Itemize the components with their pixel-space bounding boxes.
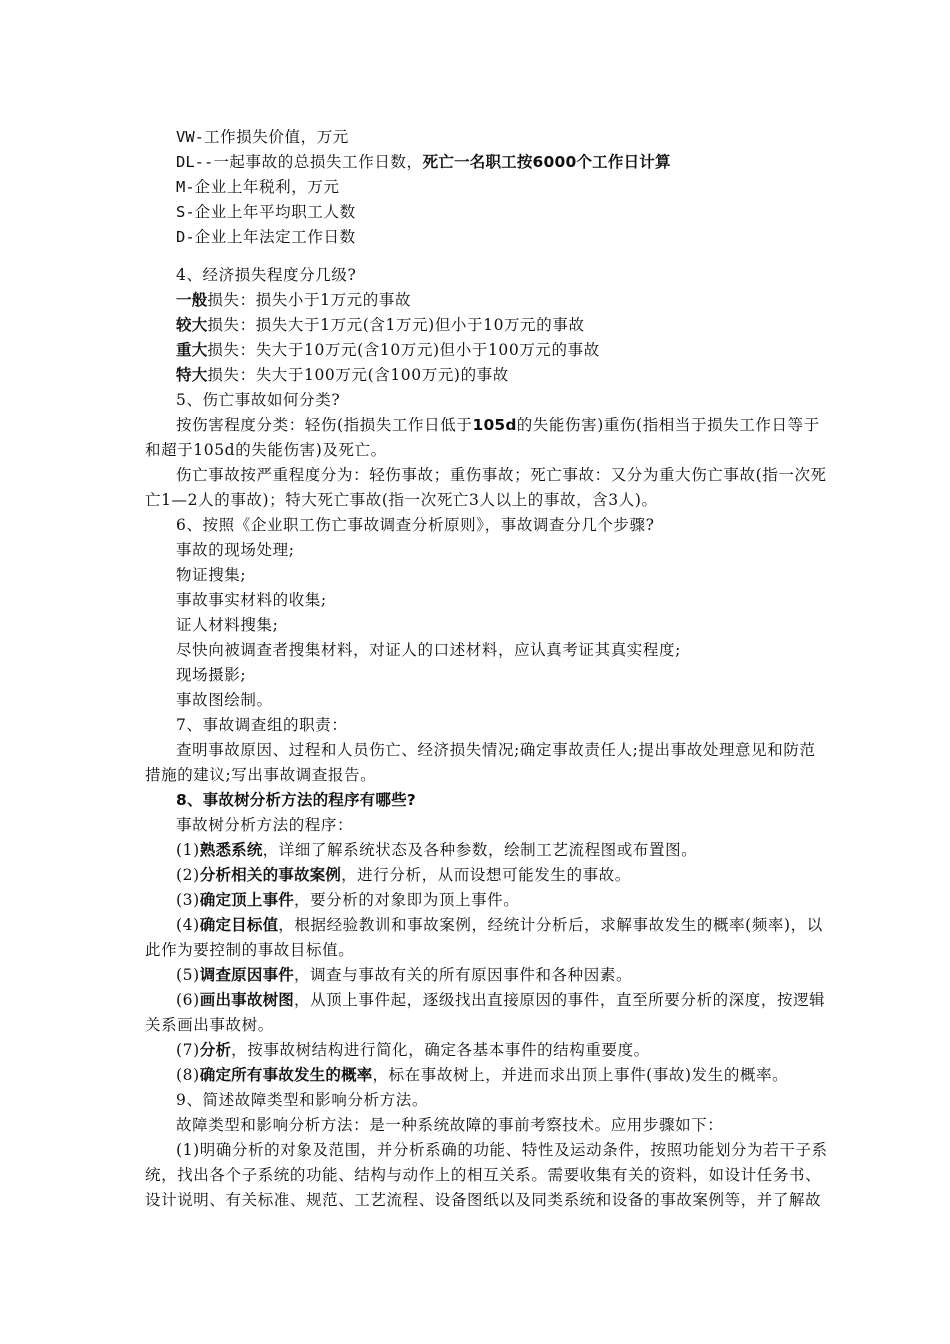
item-num: (2) [176,866,200,884]
q8-item-3 [176,889,519,911]
var-text: 企业上年平均职工人数 [194,203,356,221]
item-bold: 熟悉系统 [199,841,263,859]
level-bold: 一般 [176,291,208,309]
q5-para1-line2: 和超于105d的失能伤害)及死亡。 [145,441,387,459]
var-code: DL-- [176,153,214,171]
item-text: ，详细了解系统状态及各种参数，绘制工艺流程图或布置图。 [262,841,698,859]
var-vw [176,126,349,148]
q6-step: 事故的现场处理; [176,541,295,559]
q9-title: 9、简述故障类型和影响分析方法。 [176,1091,428,1109]
var-text: 一起事故的总损失工作日数， [213,153,423,171]
q9-step1-line1: (1)明确分析的对象及范围，并分析系确的功能、特性及运动条件，按照功能划分为若干子系 [176,1141,828,1159]
item-num: (8) [176,1066,200,1084]
q4-title: 4、经济损失程度分几级? [176,266,357,284]
q6-step: 物证搜集; [176,566,247,584]
item-bold: 确定所有事故发生的概率 [199,1066,373,1084]
q6-step: 证人材料搜集; [176,616,279,634]
q8-item-8 [176,1064,788,1086]
var-d [176,226,356,248]
q4-level-1 [176,289,411,311]
q9-step1-line3: 设计说明、有关标准、规范、工艺流程、设备图纸以及同类系统和设备的事故案例等，并了解故 [145,1191,822,1209]
q8-item-4 [176,914,823,936]
q5-para1-line1 [176,414,820,436]
level-text: 损失：损失小于1万元的事故 [207,291,412,309]
q4-level-2 [176,314,585,336]
level-bold: 重大 [176,341,208,359]
q5-p1-text-cont: 的失能伤害)重伤(指相当于损失工作日等于 [516,416,820,434]
q6-step: 事故事实材料的收集; [176,591,327,609]
q7-title: 7、事故调查组的职责： [176,716,348,734]
q5-p1-bold: 105d [472,416,517,434]
q4-level-3 [176,339,600,361]
item-text: ，按事故树结构进行简化，确定各基本事件的结构重要度。 [231,1041,650,1059]
item-text: ，标在事故树上，并进而求出顶上事件(事故)发生的概率。 [372,1066,789,1084]
item-bold: 确定目标值 [199,916,279,934]
q8-item-6 [176,989,825,1011]
q8-item-7 [176,1039,650,1061]
q6-title: 6、按照《企业职工伤亡事故调查分析原则》，事故调查分几个步骤? [176,516,655,534]
q5-para2-line1: 伤亡事故按严重程度分为：轻伤事故；重伤事故；死亡事故：又分为重大伤亡事故(指一次死 [176,466,827,484]
var-dl [176,151,671,173]
item-bold: 调查原因事件 [199,966,294,984]
level-text: 损失：失大于10万元(含10万元)但小于100万元的事故 [207,341,600,359]
item-text: ，进行分析，从而设想可能发生的事故。 [341,866,631,884]
q8-intro: 事故树分析方法的程序： [176,816,354,834]
item-bold: 确定顶上事件 [199,891,294,909]
q8-item-5 [176,964,632,986]
q8-item-4-cont: 此作为要控制的事故目标值。 [145,941,355,959]
q7-line1: 查明事故原因、过程和人员伤亡、经济损失情况;确定事故责任人;提出事故处理意见和防范 [176,741,816,759]
q6-step: 事故图绘制。 [176,691,273,709]
var-m [176,176,340,198]
item-num: (5) [176,966,200,984]
item-text: ，要分析的对象即为顶上事件。 [293,891,520,909]
q8-item-1 [176,839,697,861]
level-text: 损失：损失大于1万元(含1万元)但小于10万元的事故 [207,316,585,334]
level-text: 损失：失大于100万元(含100万元)的事故 [207,366,509,384]
q8-item-6-cont: 关系画出事故树。 [145,1016,274,1034]
item-bold: 分析 [199,1041,232,1059]
item-num: (6) [176,991,200,1009]
var-text: 企业上年税利，万元 [194,178,340,196]
q5-para2-line2: 亡1—2人的事故)；特大死亡事故(指一次死亡3人以上的事故，含3人)。 [145,491,658,509]
var-text: 工作损失价值，万元 [204,128,349,146]
q8-item-2 [176,864,631,886]
item-num: (4) [176,916,200,934]
item-bold: 分析相关的事故案例 [199,866,342,884]
q6-step: 现场摄影; [176,666,247,684]
q6-step: 尽快向被调查者搜集材料，对证人的口述材料，应认真考证其真实程度; [176,641,681,659]
var-s [176,201,356,223]
level-bold: 较大 [176,316,208,334]
var-code: M- [176,178,195,196]
q5-title: 5、伤亡事故如何分类? [176,391,341,409]
q8-title: 8、事故树分析方法的程序有哪些? [176,791,416,809]
q7-line2: 措施的建议;写出事故调查报告。 [145,766,377,784]
q9-step1-line2: 统，找出各个子系统的功能、结构与动作上的相互关系。需要收集有关的资料，如设计任务书、 [145,1166,822,1184]
item-num: (7) [176,1041,200,1059]
item-num: (1) [176,841,200,859]
var-code: D- [176,228,195,246]
level-bold: 特大 [176,366,208,384]
var-bold-note: 死亡一名职工按6000个工作日计算 [422,153,671,171]
q5-p1-text: 按伤害程度分类：轻伤(指损失工作日低于 [176,416,473,434]
item-text: ，调查与事故有关的所有原因事件和各种因素。 [293,966,633,984]
item-bold: 画出事故树图 [199,991,294,1009]
var-code: VW- [176,128,204,146]
q9-intro: 故障类型和影响分析方法：是一种系统故障的事前考察技术。应用步骤如下： [176,1116,724,1134]
item-num: (3) [176,891,200,909]
var-text: 企业上年法定工作日数 [194,228,356,246]
item-text: ，根据经验教训和事故案例，经统计分析后，求解事故发生的概率(频率)，以 [278,916,823,934]
var-code: S- [176,203,195,221]
q4-level-4 [176,364,509,386]
item-text: ，从顶上事件起，逐级找出直接原因的事件，直至所要分析的深度，按逻辑 [293,991,826,1009]
